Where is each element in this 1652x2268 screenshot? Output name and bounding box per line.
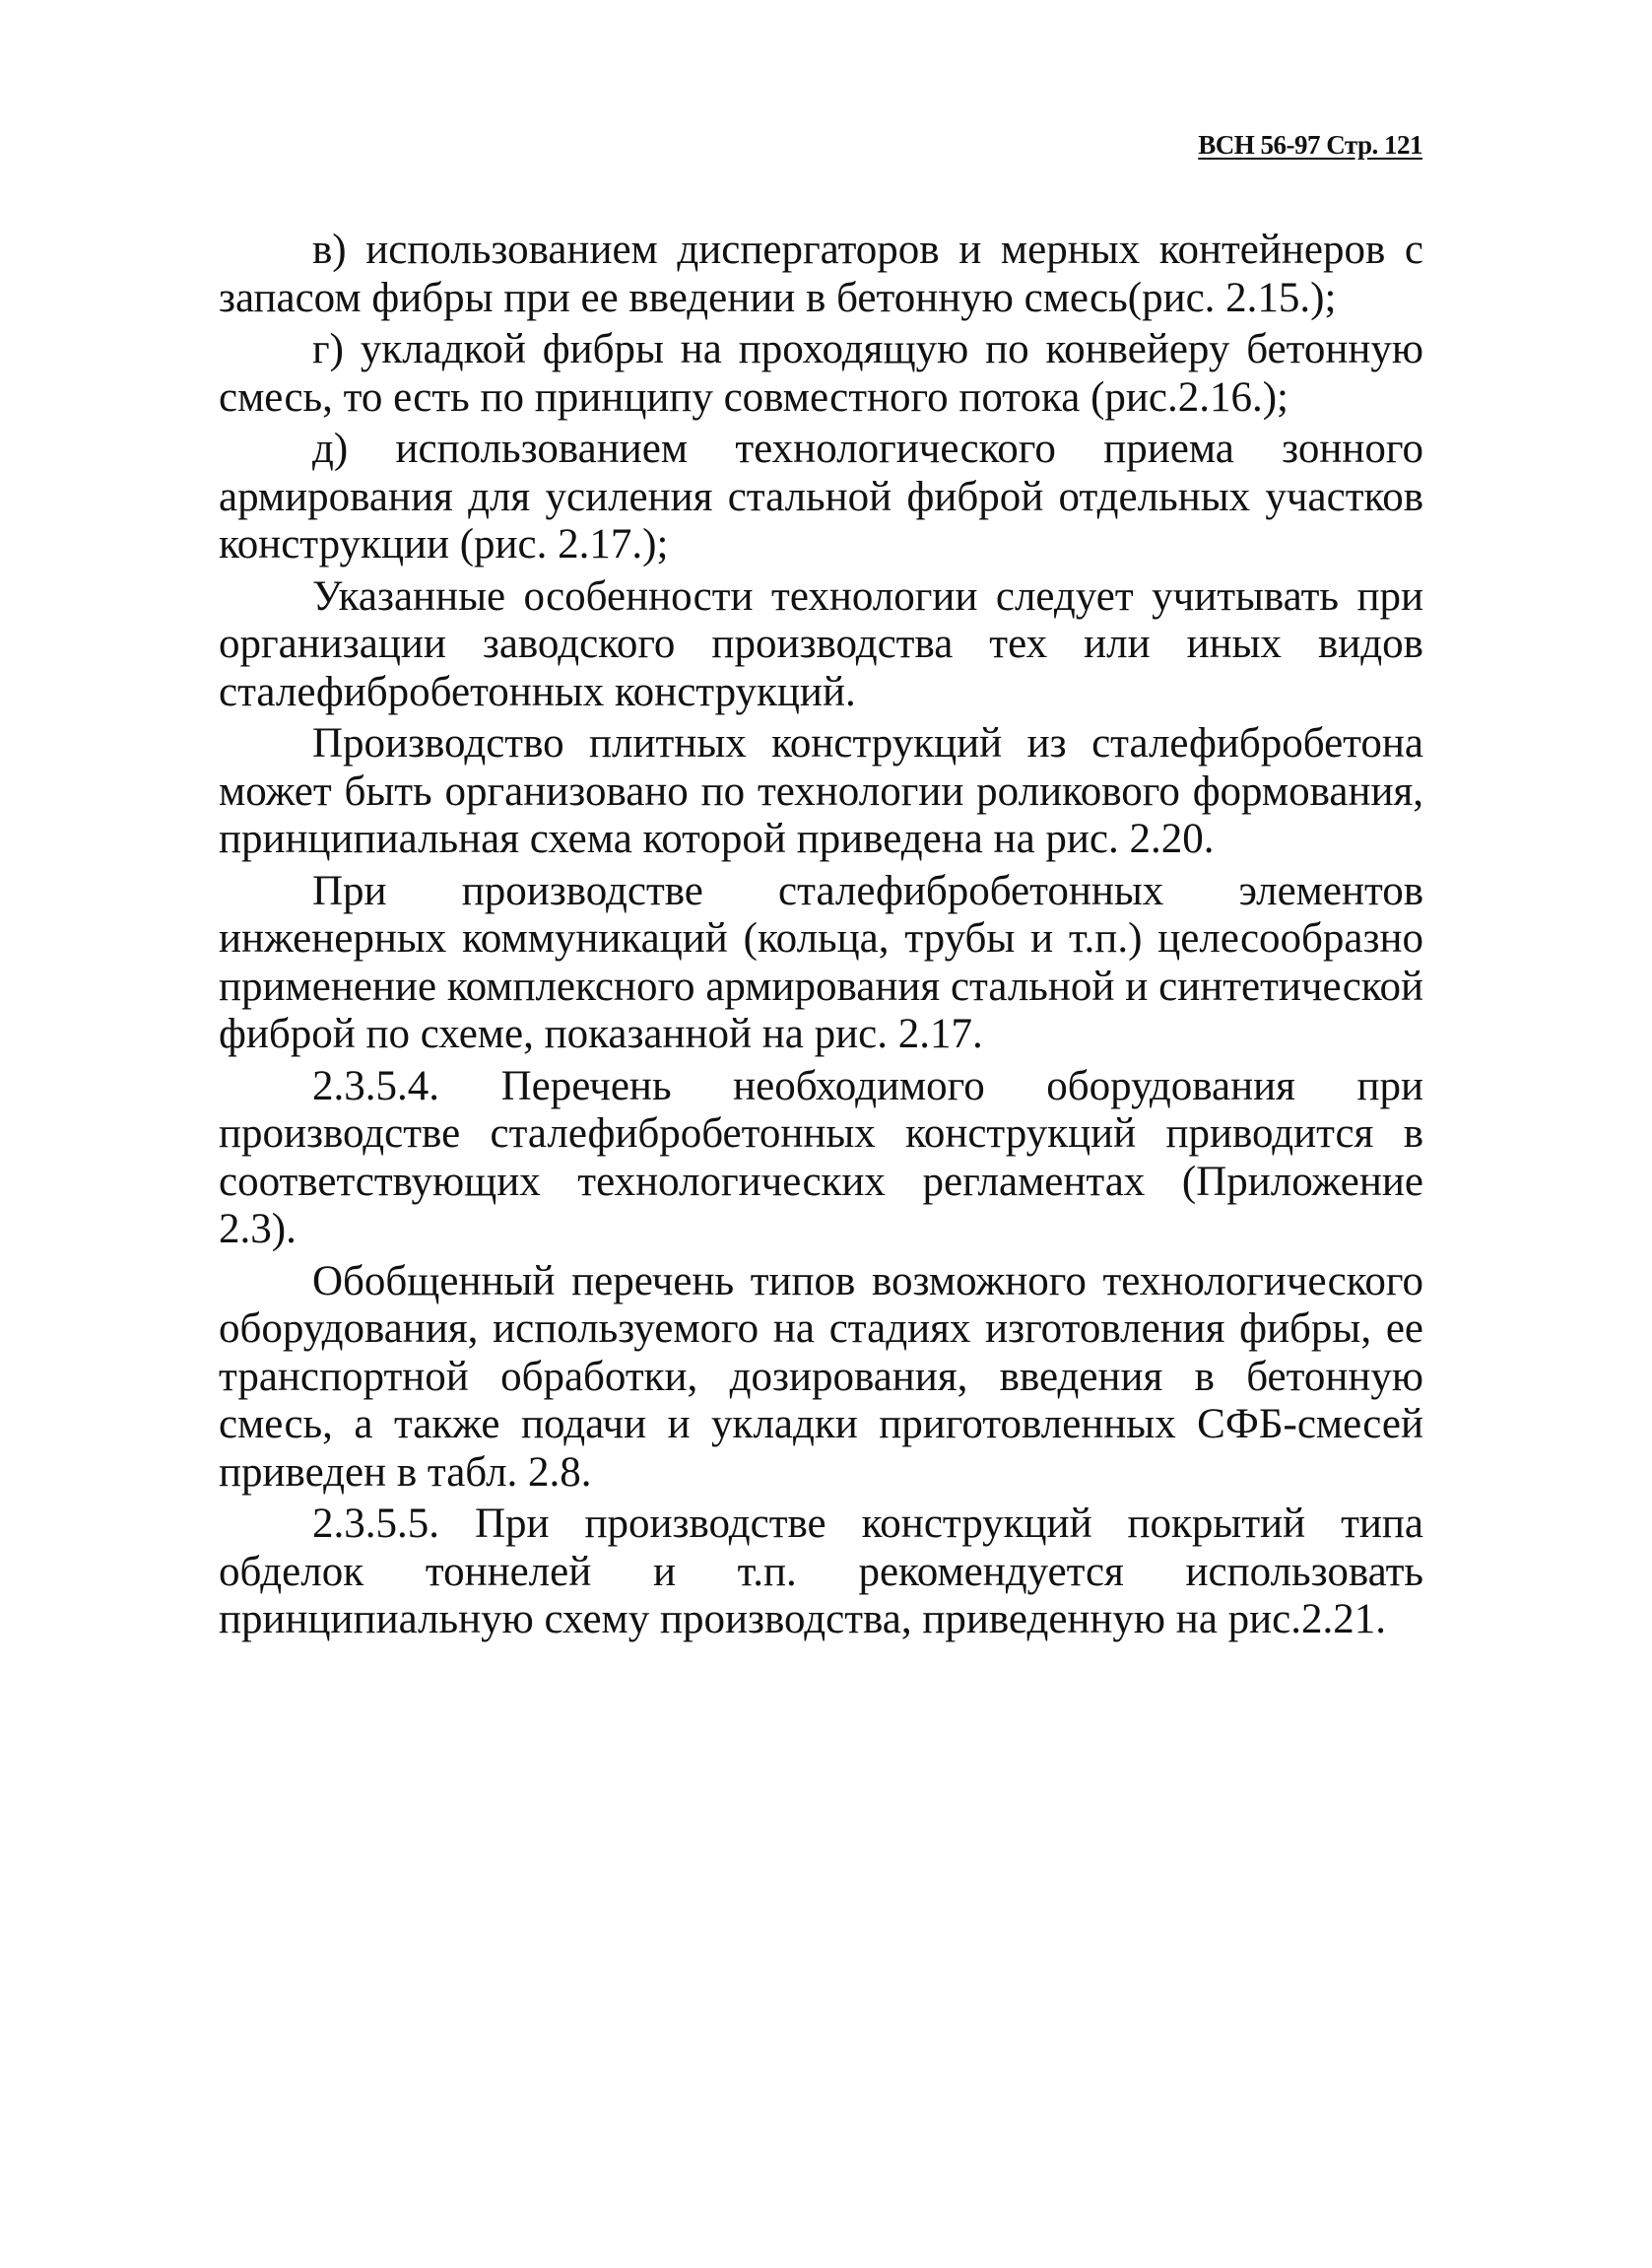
paragraph-zone-reinforcement: д) использованием технологического приема зонного армирования для усиления стальной фиброй отдельных участков конструкции (рис. 2.17.); xyxy=(219,426,1423,567)
paragraph-conveyor-laying: г) укладкой фибры на проходящую по конвейеру бетонную смесь, то есть по принципу совместного потока (рис.2.16.); xyxy=(219,326,1423,421)
paragraph-slab-production: Производство плитных конструкций из сталефибробетона может быть организовано по технологии роликового формования, принципиальная схема которой приведена на рис. 2.20. xyxy=(219,720,1423,862)
paragraph-dispergators: в) использованием диспергаторов и мерных контейнеров с запасом фибры при ее введении в бетонную смесь(рис. 2.15.); xyxy=(219,227,1423,321)
body-text xyxy=(219,227,1423,1648)
paragraph-equipment-list: Обобщенный перечень типов возможного технологического оборудования, используемого на стадиях изготовления фибры, ее транспортной обработки, дозирования, введения в бетонную смесь, а также подачи и укладки приготовленных СФБ-смесей приведен в табл. 2.8. xyxy=(219,1257,1423,1496)
paragraph-technology-features: Указанные особенности технологии следует учитывать при организации заводского производства тех или иных видов сталефибробетонных конструкций. xyxy=(219,572,1423,715)
paragraph-utility-elements: При производстве сталефибробетонных элементов инженерных коммуникаций (кольца, трубы и т.п.) целесообразно применение комплексного армирования стальной и синтетической фиброй по схеме, показанной на рис. 2.17. xyxy=(219,867,1423,1057)
paragraph-section-2-3-5-4: 2.3.5.4. Перечень необходимого оборудования при производстве сталефибробетонных конструкций приводится в соответствующих технологических регламентах (Приложение 2.3). xyxy=(219,1062,1423,1252)
running-header: ВСН 56-97 Стр. 121 xyxy=(1198,130,1422,160)
paragraph-section-2-3-5-5: 2.3.5.5. При производстве конструкций покрытий типа обделок тоннелей и т.п. рекомендуется использовать принципиальную схему производства, приведенную на рис.2.21. xyxy=(219,1501,1423,1642)
